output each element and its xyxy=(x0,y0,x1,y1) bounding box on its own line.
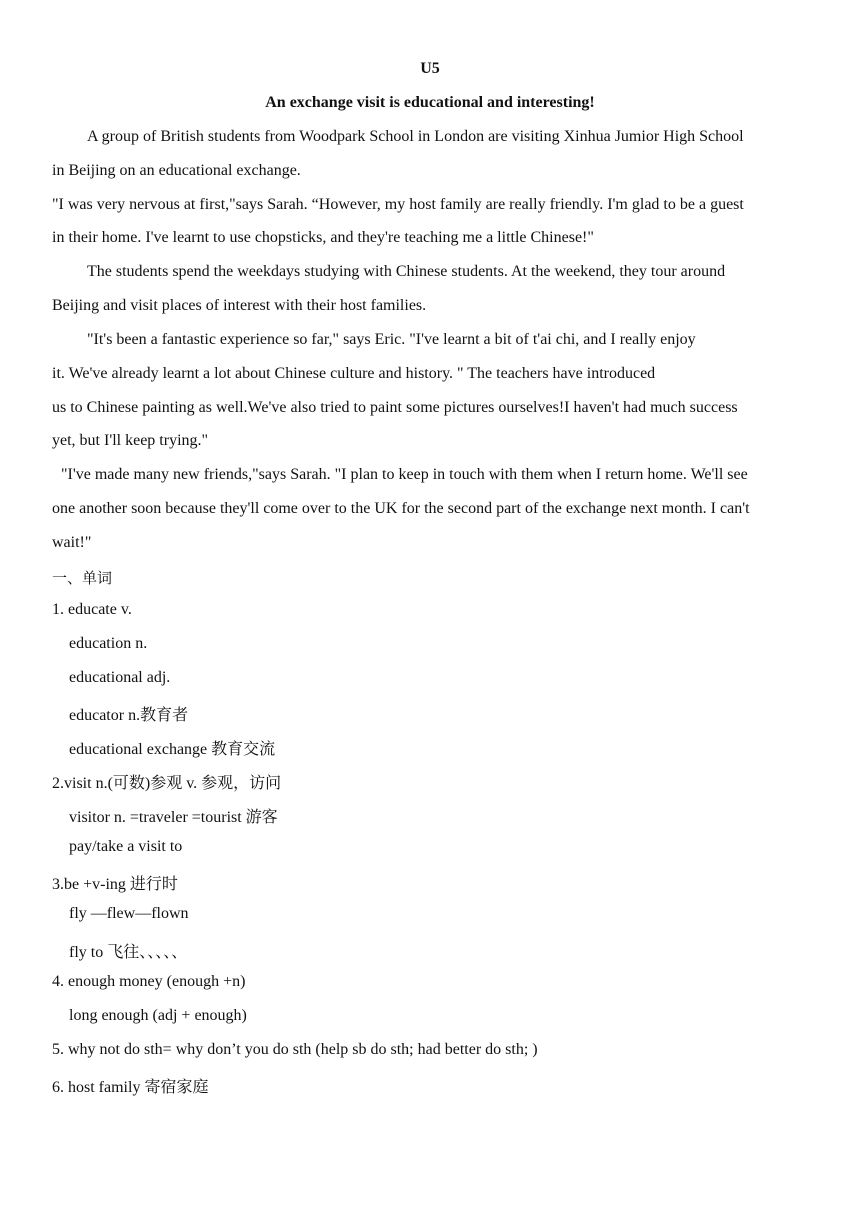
vocab-item: long enough (adj + enough) xyxy=(69,1007,247,1024)
passage-line: in their home. I've learnt to use chopsticks, and they're teaching me a little Chinese!" xyxy=(52,229,594,246)
passage-line: wait!" xyxy=(52,534,92,551)
vocab-item: 4. enough money (enough +n) xyxy=(52,973,246,990)
vocab-item: educator n.教育者 xyxy=(69,707,189,724)
passage-line: it. We've already learnt a lot about Chinese culture and history. " The teachers have introduced xyxy=(52,365,656,382)
passage-line: "I was very nervous at first,"says Sarah. “However, my host family are really friendly. I'm glad to be a guest xyxy=(52,196,744,213)
vocab-item: 1. educate v. xyxy=(52,601,132,618)
passage-line: one another soon because they'll come over to the UK for the second part of the exchange next month. I can't xyxy=(52,500,750,517)
vocab-item: education n. xyxy=(69,635,148,652)
vocab-item: pay/take a visit to xyxy=(69,838,183,855)
vocab-item: educational adj. xyxy=(69,669,171,686)
passage-line: "It's been a fantastic experience so far," says Eric. "I've learnt a bit of t'ai chi, and I really enjoy xyxy=(87,331,696,348)
vocab-item: fly —flew—flown xyxy=(69,905,189,922)
passage-line: The students spend the weekdays studying with Chinese students. At the weekend, they tour around xyxy=(87,263,726,280)
passage-line: "I've made many new friends,"says Sarah. "I plan to keep in touch with them when I return home. We'll see xyxy=(61,466,748,483)
vocab-item: visitor n. =traveler =tourist 游客 xyxy=(69,809,278,826)
passage-line: in Beijing on an educational exchange. xyxy=(52,162,301,179)
vocab-item: 2.visit n.(可数)参观 v. 参观，访问 xyxy=(52,775,282,792)
passage-line: us to Chinese painting as well.We've also tried to paint some pictures ourselves!I haven't had much success xyxy=(52,399,738,416)
passage-line: A group of British students from Woodpark School in London are visiting Xinhua Jumior High School xyxy=(87,128,744,145)
unit-heading: U5 xyxy=(420,60,440,77)
vocab-item: fly to 飞往、、、、、 xyxy=(69,944,188,961)
passage-line: Beijing and visit places of interest with their host families. xyxy=(52,297,427,314)
passage-line: yet, but I'll keep trying." xyxy=(52,432,209,449)
vocab-item: 6. host family 寄宿家庭 xyxy=(52,1079,209,1096)
vocab-item: 5. why not do sth= why don’t you do sth (help sb do sth; had better do sth; ) xyxy=(52,1041,538,1058)
vocab-item: 3.be +v-ing 进行时 xyxy=(52,876,178,893)
article-title: An exchange visit is educational and interesting! xyxy=(265,94,595,111)
vocab-item: educational exchange 教育交流 xyxy=(69,741,276,758)
section-heading: 一、单词 xyxy=(52,569,113,587)
